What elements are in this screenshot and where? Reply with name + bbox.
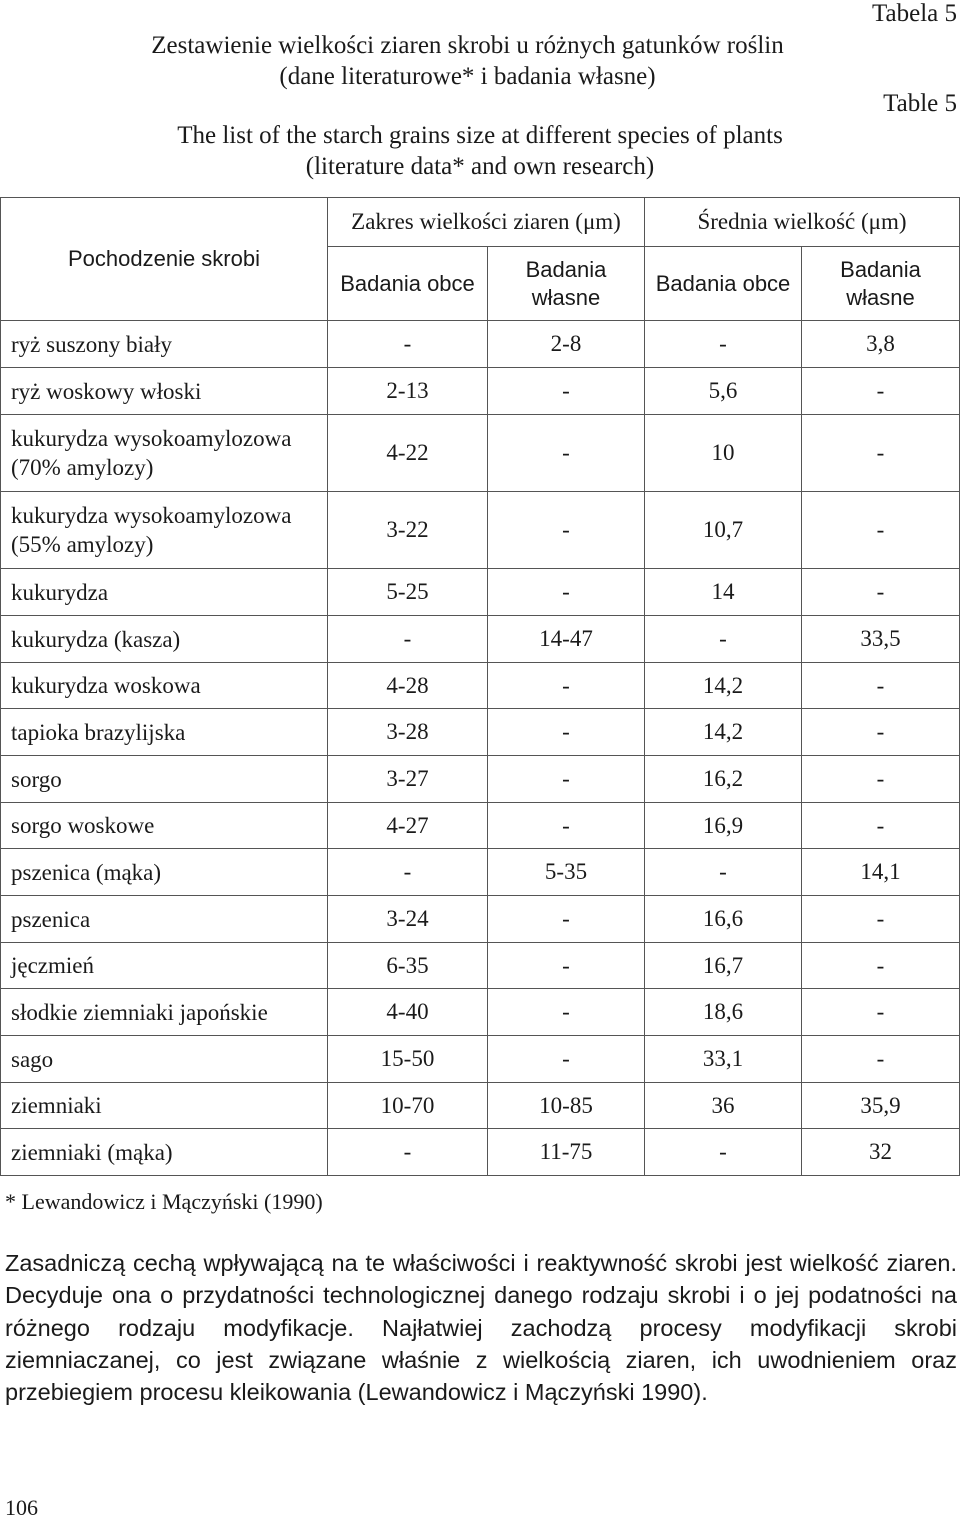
- range-other-cell: 10-70: [328, 1083, 488, 1129]
- table-row: [1, 663, 960, 709]
- range-other-cell: 4-40: [328, 989, 488, 1036]
- mean-own-cell: 35,9: [802, 1083, 960, 1129]
- range-other-cell: 4-22: [328, 415, 488, 492]
- table-row: [1, 569, 960, 616]
- range-own-cell: 5-35: [488, 849, 645, 896]
- mean-other-cell: 16,2: [645, 756, 802, 803]
- mean-other-cell: -: [645, 321, 802, 368]
- range-own-cell: -: [488, 896, 645, 943]
- row-name-cell: ryż suszony biały: [1, 321, 328, 368]
- mean-other-cell: 10,7: [645, 492, 802, 569]
- mean-own-cell: -: [802, 709, 960, 756]
- row-name-cell: jęczmień: [1, 943, 328, 989]
- mean-own-cell: 3,8: [802, 321, 960, 368]
- caption-polish: [0, 30, 935, 92]
- caption-english: [0, 120, 960, 182]
- table-row: [1, 415, 960, 492]
- row-name-cell: kukurydza (kasza): [1, 616, 328, 663]
- page-number: 106: [5, 1495, 38, 1520]
- mean-other-cell: 33,1: [645, 1036, 802, 1083]
- mean-other-cell: 14,2: [645, 663, 802, 709]
- caption-english-line1: The list of the starch grains size at different species of plants: [177, 122, 783, 149]
- range-other-cell: 6-35: [328, 943, 488, 989]
- range-own-cell: -: [488, 943, 645, 989]
- range-own-cell: -: [488, 709, 645, 756]
- range-own-cell: -: [488, 803, 645, 849]
- row-name-cell: pszenica: [1, 896, 328, 943]
- range-own-cell: -: [488, 569, 645, 616]
- table-row: [1, 849, 960, 896]
- caption-polish-line1: Zestawienie wielkości ziaren skrobi u różnych gatunków roślin: [151, 32, 784, 59]
- mean-own-cell: -: [802, 569, 960, 616]
- range-other-cell: -: [328, 616, 488, 663]
- caption-polish-line2: (dane literaturowe* i badania własne): [279, 63, 656, 90]
- row-name-cell: kukurydza woskowa: [1, 663, 328, 709]
- header-origin: Pochodzenie skrobi: [1, 198, 328, 321]
- range-other-cell: 5-25: [328, 569, 488, 616]
- range-own-cell: -: [488, 415, 645, 492]
- header-mean-group: Średnia wielkość (μm): [645, 198, 960, 247]
- mean-own-cell: -: [802, 368, 960, 415]
- header-mean-own: Badania własne: [802, 247, 960, 321]
- header-range-other: Badania obce: [328, 247, 488, 321]
- mean-own-cell: -: [802, 896, 960, 943]
- range-other-cell: 15-50: [328, 1036, 488, 1083]
- mean-other-cell: 16,9: [645, 803, 802, 849]
- mean-own-cell: -: [802, 756, 960, 803]
- table-row: [1, 616, 960, 663]
- range-other-cell: 3-27: [328, 756, 488, 803]
- range-own-cell: -: [488, 989, 645, 1036]
- range-own-cell: -: [488, 663, 645, 709]
- row-name-cell: sorgo: [1, 756, 328, 803]
- range-own-cell: 14-47: [488, 616, 645, 663]
- row-name-cell: ryż woskowy włoski: [1, 368, 328, 415]
- range-own-cell: -: [488, 492, 645, 569]
- range-other-cell: 3-24: [328, 896, 488, 943]
- range-other-cell: 3-28: [328, 709, 488, 756]
- table-label-english: Table 5: [883, 90, 957, 117]
- range-other-cell: 4-27: [328, 803, 488, 849]
- mean-own-cell: -: [802, 989, 960, 1036]
- mean-other-cell: 14,2: [645, 709, 802, 756]
- row-name-cell: tapioka brazylijska: [1, 709, 328, 756]
- table-row: [1, 989, 960, 1036]
- row-name-cell: kukurydza wysokoamylozowa (55% amylozy): [1, 492, 328, 569]
- mean-own-cell: 33,5: [802, 616, 960, 663]
- table-row: [1, 492, 960, 569]
- range-other-cell: 4-28: [328, 663, 488, 709]
- range-other-cell: 3-22: [328, 492, 488, 569]
- table-row: [1, 709, 960, 756]
- footnote: * Lewandowicz i Mączyński (1990): [5, 1189, 323, 1214]
- row-name-cell: sago: [1, 1036, 328, 1083]
- mean-other-cell: 16,6: [645, 896, 802, 943]
- row-name-cell: ziemniaki (mąka): [1, 1129, 328, 1176]
- header-range-own: Badania własne: [488, 247, 645, 321]
- table-row: [1, 803, 960, 849]
- range-other-cell: -: [328, 321, 488, 368]
- header-range-group: Zakres wielkości ziaren (μm): [328, 198, 645, 247]
- table-row: [1, 1083, 960, 1129]
- mean-other-cell: 5,6: [645, 368, 802, 415]
- mean-own-cell: 14,1: [802, 849, 960, 896]
- table-row: [1, 1036, 960, 1083]
- mean-own-cell: -: [802, 1036, 960, 1083]
- caption-english-line2: (literature data* and own research): [305, 153, 655, 180]
- table-row: [1, 368, 960, 415]
- row-name-cell: kukurydza wysokoamylozowa (70% amylozy): [1, 415, 328, 492]
- range-own-cell: 11-75: [488, 1129, 645, 1176]
- mean-other-cell: 36: [645, 1083, 802, 1129]
- table-row: [1, 321, 960, 368]
- mean-other-cell: -: [645, 849, 802, 896]
- row-name-cell: pszenica (mąka): [1, 849, 328, 896]
- table-row: [1, 943, 960, 989]
- mean-other-cell: -: [645, 1129, 802, 1176]
- row-name-cell: sorgo woskowe: [1, 803, 328, 849]
- range-own-cell: -: [488, 1036, 645, 1083]
- range-other-cell: -: [328, 1129, 488, 1176]
- table-row: [1, 896, 960, 943]
- row-name-cell: ziemniaki: [1, 1083, 328, 1129]
- mean-other-cell: 14: [645, 569, 802, 616]
- range-own-cell: 2-8: [488, 321, 645, 368]
- table-label-polish: Tabela 5: [871, 0, 957, 27]
- table-row: [1, 1129, 960, 1176]
- mean-own-cell: -: [802, 663, 960, 709]
- mean-own-cell: -: [802, 492, 960, 569]
- mean-own-cell: 32: [802, 1129, 960, 1176]
- mean-other-cell: 18,6: [645, 989, 802, 1036]
- range-other-cell: -: [328, 849, 488, 896]
- range-own-cell: -: [488, 368, 645, 415]
- range-own-cell: 10-85: [488, 1083, 645, 1129]
- range-own-cell: -: [488, 756, 645, 803]
- row-name-cell: słodkie ziemniaki japońskie: [1, 989, 328, 1036]
- table-row: [1, 756, 960, 803]
- mean-own-cell: -: [802, 415, 960, 492]
- mean-other-cell: 16,7: [645, 943, 802, 989]
- starch-grain-size-table: [0, 197, 960, 1176]
- body-paragraph: Zasadniczą cechą wpływającą na te właściwości i reaktywność skrobi jest wielkość ziaren. Decyduje ona o przydatności technologicznej danego rodzaju skrobi i o jej podatności na różnego rodzaju modyfikacje. Najłatwiej zachodzą procesy modyfikacji skrobi ziemniaczanej, co jest związane właśnie z wielkością ziaren, ich uwodnieniem oraz przebiegiem procesu kleikowania (Lewandowicz i Mączyński 1990).: [5, 1250, 957, 1406]
- row-name-cell: kukurydza: [1, 569, 328, 616]
- range-other-cell: 2-13: [328, 368, 488, 415]
- mean-other-cell: 10: [645, 415, 802, 492]
- mean-own-cell: -: [802, 803, 960, 849]
- mean-own-cell: -: [802, 943, 960, 989]
- header-mean-other: Badania obce: [645, 247, 802, 321]
- mean-other-cell: -: [645, 616, 802, 663]
